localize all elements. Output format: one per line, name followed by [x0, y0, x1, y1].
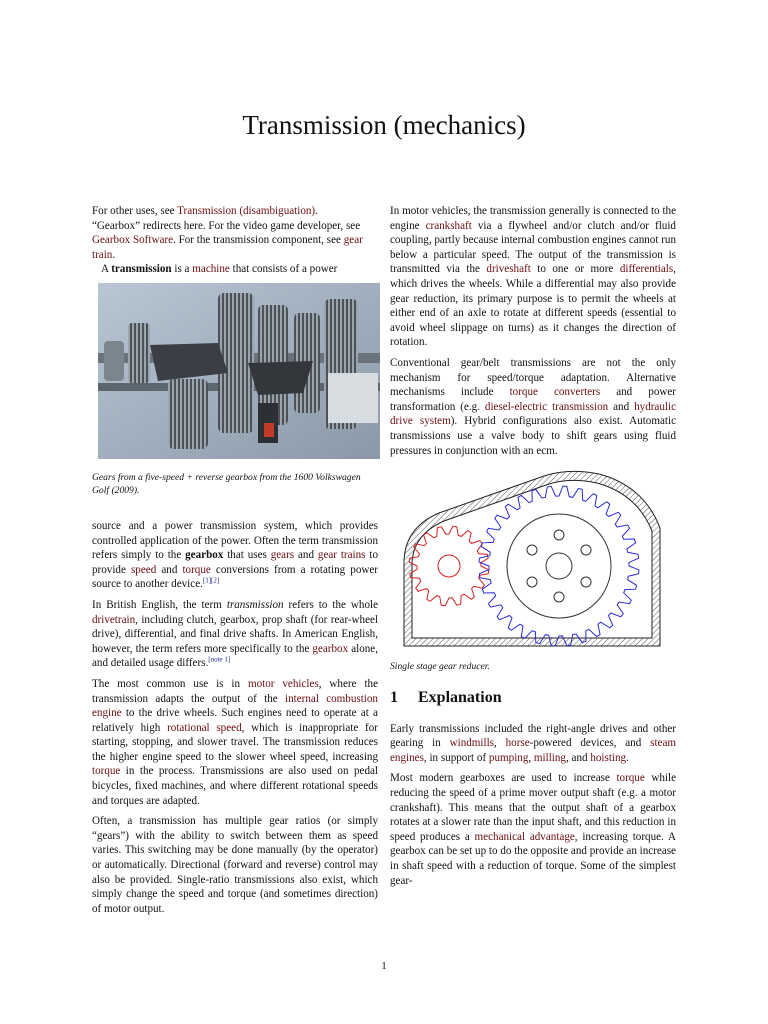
hatnote-gearbox: “Gearbox” redirects here. For the video game developer, see Gearbox Software. For the transmission component, see gear train. [92, 219, 363, 261]
hatnote-disambiguation: For other uses, see Transmission (disambiguation). [92, 205, 318, 217]
link-torque-3[interactable]: torque [616, 772, 645, 785]
link-mechanical-advantage[interactable]: mechanical advantage [474, 830, 575, 843]
link-gear-trains[interactable]: gear trains [317, 549, 366, 562]
left-paragraph-4: Often, a transmission has multiple gear ratios (or simply “gears”) with the ability to switch between them as speed varies. This switching may be done manually (by the operator) or automatically. Directional (forward and reverse) control may also be provided. Single-ratio transmissions also exist, which simply change the speed and torque (and sometimes direction) of motor output. [92, 815, 378, 915]
page-number: 1 [381, 960, 387, 972]
right-paragraph-2: Conventional gear/belt transmissions are not the only mechanism for speed/torque adaptation. Alternative mechanisms include torque converters and power transformation (e.g. diesel-electric transmission and hydraulic drive system). Hybrid configurations also exist. Automatic transmissions use a valve body to shift gears using fluid pressures in conjunction with an ecm. [390, 356, 676, 457]
gear-reducer-diagram [394, 468, 666, 648]
link-torque[interactable]: torque [182, 563, 211, 576]
intro-paragraph: A transmission is a machine that consists of a power [101, 263, 338, 276]
gear-figure-caption: Single stage gear reducer. [390, 661, 490, 673]
link-torque-2[interactable]: torque [92, 765, 121, 778]
citation-note-1[interactable]: [note 1] [208, 655, 231, 664]
link-gearbox-software[interactable]: Gearbox Software [92, 234, 174, 247]
link-rotational-speed[interactable]: rotational speed [167, 721, 242, 734]
link-differentials[interactable]: differentials [619, 263, 674, 276]
link-gears[interactable]: gears [270, 549, 295, 562]
page-title: Transmission (mechanics) [242, 110, 526, 140]
link-steam-engines[interactable]: steam engines [390, 737, 677, 764]
link-speed[interactable]: speed [130, 563, 157, 576]
link-transmission-disambiguation[interactable]: Transmission (disambiguation) [177, 205, 316, 217]
link-torque-converters[interactable]: torque converters [509, 386, 601, 399]
section-heading-explanation: 1 Explanation [390, 689, 502, 707]
link-gearbox[interactable]: gearbox [312, 642, 349, 655]
photo-caption: Gears from a five-speed + reverse gearbox from the 1600 Volkswagen Golf (2009). [92, 471, 361, 496]
link-windmills[interactable]: windmills [449, 737, 494, 750]
link-driveshaft[interactable]: driveshaft [486, 263, 531, 276]
link-gear-train[interactable]: gear train [92, 234, 363, 261]
link-motor-vehicles[interactable]: motor vehicles [247, 677, 319, 690]
right-paragraph-1: In motor vehicles, the transmission generally is connected to the engine crankshaft via a flywheel and/or clutch and/or fluid coupling, partly because internal combustion engines cannot run below a particular speed. The output of the transmission is transmitted via the driveshaft to one or more differentials, which drives the wheels. While a differential may also provide gear reduction, its primary purpose is to permit the wheels at either end of an axle to rotate at different speeds (essential to avoid wheel slippage on turns) as it changes the direction of rotation. [390, 205, 676, 349]
link-drivetrain[interactable]: drivetrain [92, 613, 136, 626]
left-paragraph-1: source and a power transmission system, which provides controlled application of the power. Often the term transmission refers simply to the gearbox that uses gears and gear trains to provide speed and torque conversions from a rotating power source to another device.[1][2] [92, 519, 378, 591]
right-column [390, 204, 676, 894]
gearbox-photo [98, 283, 380, 459]
right-paragraph-4: Most modern gearboxes are used to increase torque while reducing the speed of a prime mover output shaft (e.g. a motor crankshaft). This means that the output shaft of a gearbox rotates at a slower rate than the input shaft, and this reduction in speed produces a mechanical advantage, increasing torque. A gearbox can be set up to do the opposite and provide an increase in shaft speed with a reduction of torque. Some of the simplest gear- [390, 772, 676, 887]
link-crankshaft[interactable]: crankshaft [425, 219, 472, 232]
link-machine[interactable]: machine [192, 263, 230, 276]
citation-1-2[interactable]: [1][2] [202, 576, 220, 585]
link-internal-combustion-engine[interactable]: internal combustion engine [92, 692, 378, 720]
left-column [92, 204, 378, 922]
link-hydraulic-drive-system[interactable]: hydraulic drive system [390, 400, 676, 428]
link-diesel-electric-transmission[interactable]: diesel-electric transmission [484, 400, 609, 413]
link-hoisting[interactable]: hoisting [590, 751, 627, 764]
link-pumping[interactable]: pumping [488, 751, 529, 764]
link-horse[interactable]: horse [505, 737, 530, 750]
link-milling[interactable]: milling [533, 751, 566, 764]
left-paragraph-2: In British English, the term transmission refers to the whole drivetrain, including clutch, gearbox, prop shaft (for rear-wheel drive), differential, and final drive shafts. In American English, however, the term refers more specifically to the gearbox alone, and detailed usage differs.[note 1] [92, 598, 378, 670]
left-paragraph-3: The most common use is in motor vehicles, where the transmission adapts the output of the internal combustion engine to the drive wheels. Such engines need to operate at a relatively high rotational speed, which is inappropriate for starting, stopping, and slower travel. The transmission reduces the higher engine speed to the slower wheel speed, increasing torque in the process. Transmissions are also used on pedal bicycles, fixed machines, and where different rotational speeds and torques are adapted. [92, 677, 378, 807]
right-paragraph-3: Early transmissions included the right-angle drives and other gearing in windmills, horse-powered devices, and steam engines, in support of pumping, milling, and hoisting. [390, 722, 677, 764]
